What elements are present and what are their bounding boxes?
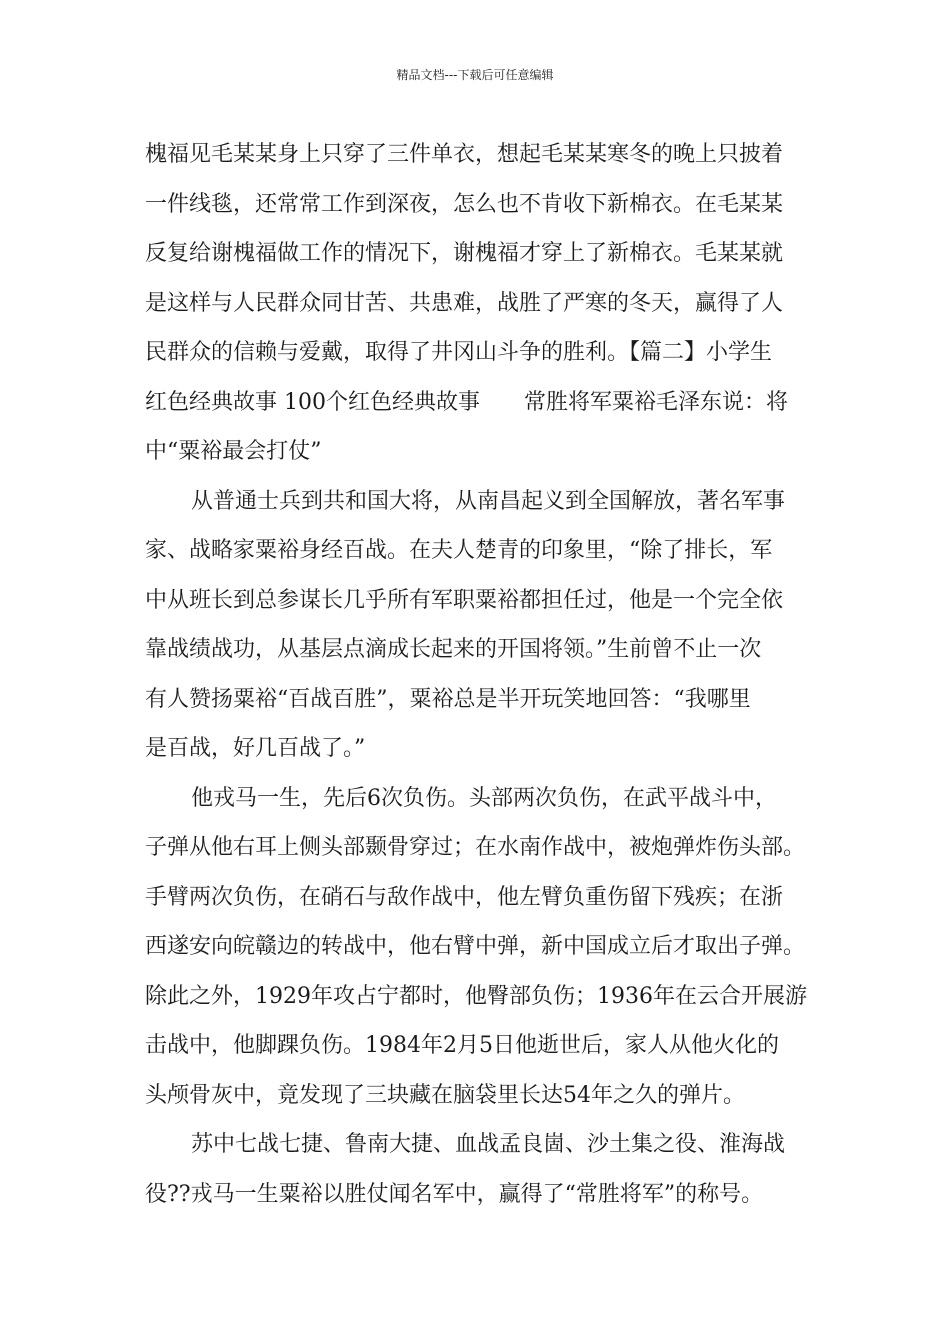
text-line: 一件线毯，还常常工作到深夜，怎么也不肯收下新棉衣。在毛某某 bbox=[145, 191, 784, 217]
text-line: 家、战略家粟裕身经百战。在夫人楚青的印象里，“除了排长，军 bbox=[145, 538, 773, 563]
text-line: 西遂安向皖赣边的转战中，他右臂中弹，新中国成立后才取出子弹。 bbox=[145, 934, 806, 959]
text-line: 民群众的信赖与爱戴，取得了井冈山斗争的胜利。【篇二】小学生 bbox=[145, 340, 773, 365]
text-line: 子弹从他右耳上侧头部颞骨穿过；在水南作战中，被炮弹炸伤头部。 bbox=[145, 835, 806, 860]
body-text bbox=[145, 130, 820, 1219]
text-line: 槐福见毛某某身上只穿了三件单衣，想起毛某某寒冬的晚上只披着 bbox=[145, 142, 784, 167]
text-line: 中从班长到总参谋长几乎所有军职粟裕都担任过，他是一个完全依 bbox=[145, 587, 784, 613]
paragraph-first-line: 他戎马一生，先后6次负伤。头部两次负伤，在武平战斗中， bbox=[191, 785, 777, 811]
text-line: 有人赞扬粟裕“百战百胜”，粟裕总是半开玩笑地回答：“我哪里 bbox=[145, 686, 751, 712]
text-line: 中“粟裕最会打仗” bbox=[145, 439, 322, 464]
paragraph-first-line: 从普通士兵到共和国大将，从南昌起义到全国解放，著名军事 bbox=[191, 488, 786, 514]
paragraph-first-line: 苏中七战七捷、鲁南大捷、血战孟良崮、沙土集之役、淮海战 bbox=[191, 1132, 786, 1157]
text-line: 红色经典故事 100个红色经典故事 常胜将军粟裕毛泽东说：将 bbox=[145, 389, 788, 415]
text-line: 除此之外，1929年攻占宁都时，他臀部负伤；1936年在云合开展游 bbox=[145, 983, 807, 1009]
page-header: 精品文档---下载后可任意编辑 bbox=[396, 68, 554, 82]
text-line: 是百战，好几百战了。” bbox=[145, 736, 366, 761]
text-line: 手臂两次负伤，在硝石与敌作战中，他左臂负重伤留下残疾；在浙 bbox=[145, 884, 784, 910]
text-line: 役??戎马一生粟裕以胜仗闻名军中，赢得了“常胜将军”的称号。 bbox=[145, 1181, 764, 1207]
text-line: 头颅骨灰中，竟发现了三块藏在脑袋里长达54年之久的弹片。 bbox=[145, 1082, 745, 1108]
text-line: 是这样与人民群众同甘苦、共患难，战胜了严寒的冬天，赢得了人 bbox=[145, 290, 784, 316]
text-line: 击战中，他脚踝负伤。1984年2月5日他逝世后，家人从他火化的 bbox=[145, 1033, 779, 1058]
text-line: 靠战绩战功，从基层点滴成长起来的开国将领。”生前曾不止一次 bbox=[145, 637, 762, 662]
text-line: 反复给谢槐福做工作的情况下，谢槐福才穿上了新棉衣。毛某某就 bbox=[145, 241, 784, 266]
